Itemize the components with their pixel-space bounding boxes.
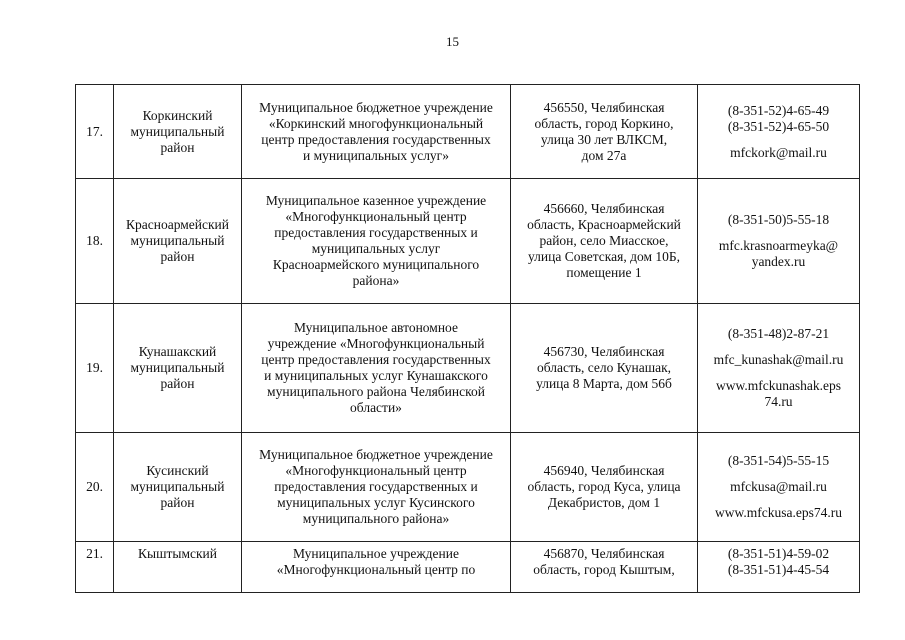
institution-line: Красноармейского муниципального [272, 257, 480, 272]
contacts-cell [698, 542, 860, 593]
institution-line: Муниципальное бюджетное учреждение [259, 99, 493, 115]
contacts-cell [698, 85, 860, 179]
address-line: область, село Кунашак, [536, 360, 672, 375]
district-line: муниципальный [130, 360, 225, 375]
institution-line: «Многофункциональный центр по [276, 562, 476, 577]
phone-number: (8-351-54)5-55-15 [727, 453, 830, 468]
district-cell [114, 433, 242, 542]
institution-line: и муниципальных услуг» [303, 147, 449, 163]
institution-line: учреждение «Многофункциональный [267, 336, 485, 351]
institution-line: «Многофункциональный центр [285, 209, 467, 224]
website-url: www.mfckunashak.eps [715, 378, 842, 393]
institution-line: «Коркинский многофункциональный [268, 115, 484, 131]
institution-cell [242, 433, 511, 542]
phone-number: (8-351-51)4-45-54 [727, 562, 830, 577]
address-line: область, город Куса, улица [527, 479, 681, 494]
institution-line: предоставления государственных и [274, 225, 478, 240]
table-row [76, 304, 860, 433]
address-cell [511, 85, 698, 179]
institution-line: муниципальных услуг [311, 241, 441, 256]
institution-line: области» [350, 400, 402, 415]
institution-cell [242, 85, 511, 179]
district-line: муниципальный [130, 233, 225, 248]
district-cell [114, 304, 242, 433]
address-line: область, город Коркино, [534, 115, 674, 131]
address-line: дом 27а [581, 147, 627, 163]
address-cell [511, 179, 698, 304]
table-row [76, 85, 860, 179]
district-line: Красноармейский [125, 217, 229, 232]
institution-line: муниципального района Челябинской [267, 384, 485, 399]
phone-number: (8-351-52)4-65-50 [727, 118, 830, 134]
address-line: 456870, Челябинская [543, 546, 665, 561]
district-line: район [160, 139, 195, 155]
address-line: 456660, Челябинская [543, 201, 665, 216]
district-cell [114, 542, 242, 593]
address-line: улица 8 Марта, дом 56б [536, 376, 672, 391]
address-line: 456940, Челябинская [543, 463, 665, 478]
institution-cell [242, 542, 511, 593]
district-cell [114, 179, 242, 304]
contacts-cell [698, 179, 860, 304]
email-address: mfckork@mail.ru [730, 144, 827, 160]
institution-line: и муниципальных услуг Кунашакского [264, 368, 488, 383]
institution-cell [242, 304, 511, 433]
institution-line: муниципальных услуг Кусинского [277, 495, 475, 510]
institution-line: Муниципальное учреждение [293, 546, 459, 561]
district-line: район [160, 495, 195, 510]
email-address: mfckusa@mail.ru [730, 479, 827, 494]
mfc-table [75, 84, 860, 593]
email-address: yandex.ru [751, 254, 806, 269]
address-line: 456730, Челябинская [543, 344, 665, 359]
table-row [76, 433, 860, 542]
contacts-cell [698, 304, 860, 433]
institution-line: центр предоставления государственных [261, 131, 491, 147]
address-line: область, Красноармейский [527, 217, 681, 232]
institution-line: предоставления государственных и [274, 479, 478, 494]
row-number: 21. [76, 542, 114, 593]
row-number: 18. [76, 179, 114, 304]
district-line: муниципальный [130, 123, 225, 139]
page-number: 15 [446, 34, 459, 49]
address-line: улица Советская, дом 10Б, [527, 249, 681, 264]
address-line: 456550, Челябинская [543, 99, 665, 115]
district-line: район [160, 249, 195, 264]
phone-number: (8-351-50)5-55-18 [727, 212, 830, 227]
institution-line: Муниципальное автономное [294, 320, 458, 335]
row-number: 19. [76, 304, 114, 433]
district-line: Коркинский [142, 107, 213, 123]
address-line: помещение 1 [566, 265, 642, 280]
address-line: Декабристов, дом 1 [547, 495, 661, 510]
institution-line: Муниципальное бюджетное учреждение [259, 447, 493, 462]
address-line: район, село Миасское, [539, 233, 669, 248]
institution-line: Муниципальное казенное учреждение [265, 193, 487, 208]
institution-line: «Многофункциональный центр [285, 463, 467, 478]
address-line: область, город Кыштым, [533, 562, 675, 577]
district-line: муниципальный [130, 479, 225, 494]
address-line: улица 30 лет ВЛКСМ, [540, 131, 668, 147]
district-line: район [160, 376, 195, 391]
institution-line: центр предоставления государственных [261, 352, 491, 367]
contacts-cell [698, 433, 860, 542]
phone-number: (8-351-48)2-87-21 [727, 326, 830, 341]
institution-line: муниципального района» [302, 511, 450, 526]
row-number: 20. [76, 433, 114, 542]
email-address: mfc.krasnoarmeyka@ [718, 238, 839, 253]
address-cell [511, 542, 698, 593]
table-row [76, 179, 860, 304]
institution-line: района» [352, 273, 400, 288]
phone-number: (8-351-51)4-59-02 [727, 546, 830, 561]
district-line: Кусинский [146, 463, 209, 478]
district-line: Кунашакский [138, 344, 217, 359]
email-address: mfc_kunashak@mail.ru [713, 352, 844, 367]
district-cell [114, 85, 242, 179]
address-cell [511, 433, 698, 542]
website-url: 74.ru [764, 394, 793, 409]
row-number: 17. [76, 85, 114, 179]
address-cell [511, 304, 698, 433]
table-row [76, 542, 860, 593]
phone-number: (8-351-52)4-65-49 [727, 102, 830, 118]
website-url: www.mfckusa.eps74.ru [715, 505, 842, 520]
institution-cell [242, 179, 511, 304]
district-line: Кыштымский [138, 546, 217, 561]
